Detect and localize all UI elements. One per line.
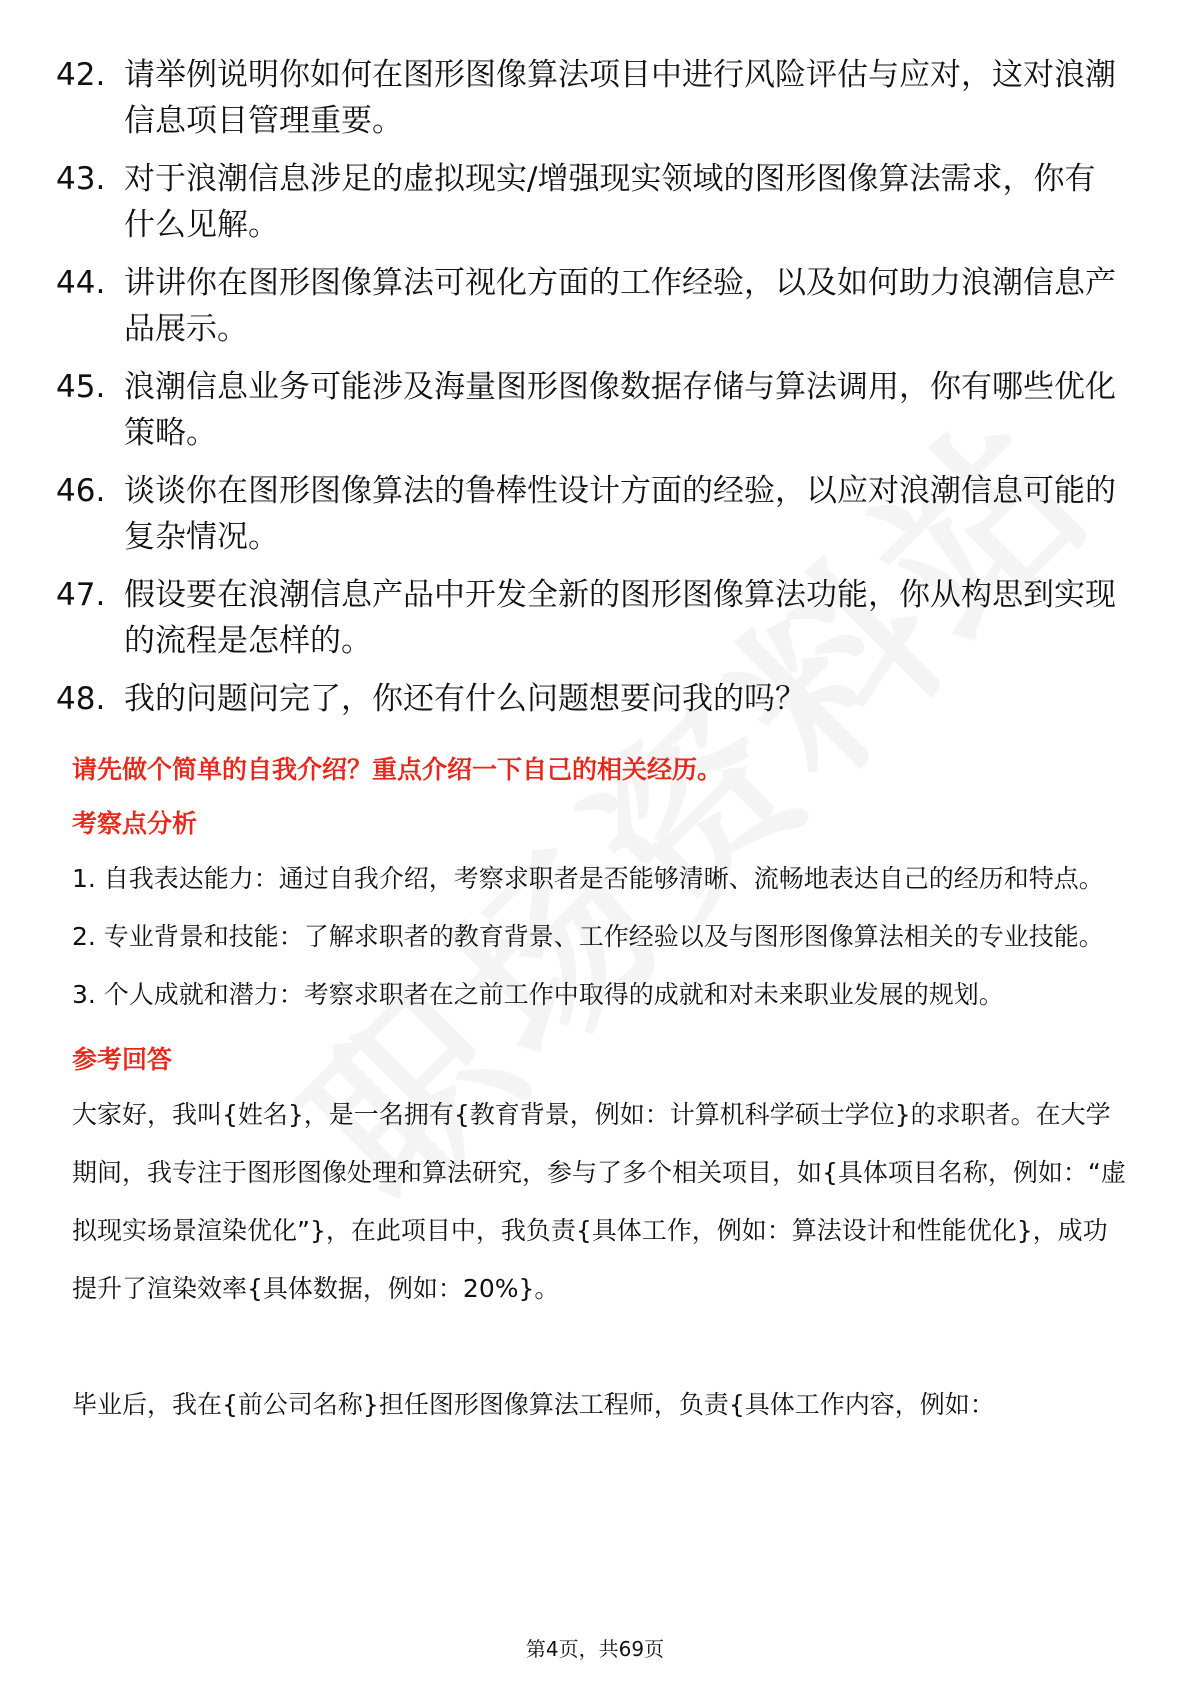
question-item-46 bbox=[56, 468, 1116, 560]
question-text: 请举例说明你如何在图形图像算法项目中进行风险评估与应对，这对浪潮信息项目管理重要。 bbox=[124, 57, 1116, 139]
page-footer: 第4页，共69页 bbox=[525, 1637, 665, 1661]
question-text: 讲讲你在图形图像算法可视化方面的工作经验，以及如何助力浪潮信息产品展示。 bbox=[124, 265, 1116, 347]
question-item-42 bbox=[56, 52, 1116, 144]
answer-section bbox=[72, 752, 1132, 1434]
question-text: 假设要在浪潮信息产品中开发全新的图形图像算法功能，你从构思到实现的流程是怎样的。 bbox=[124, 577, 1116, 659]
question-list bbox=[56, 52, 1116, 734]
question-number: 42. bbox=[56, 57, 106, 93]
question-number: 45. bbox=[56, 369, 106, 405]
analysis-point: 1. 自我表达能力：通过自我介绍，考察求职者是否能够清晰、流畅地表达自己的经历和特点。 bbox=[72, 864, 1104, 893]
answer-heading: 参考回答 bbox=[72, 1045, 173, 1074]
question-item-45 bbox=[56, 364, 1116, 456]
question-text: 谈谈你在图形图像算法的鲁棒性设计方面的经验，以应对浪潮信息可能的复杂情况。 bbox=[124, 473, 1116, 555]
question-item-48 bbox=[56, 676, 1116, 722]
analysis-heading: 考察点分析 bbox=[72, 809, 198, 838]
question-number: 47. bbox=[56, 577, 106, 613]
interview-question-heading: 请先做个简单的自我介绍？重点介绍一下自己的相关经历。 bbox=[72, 755, 723, 784]
question-number: 43. bbox=[56, 161, 106, 197]
analysis-point: 2. 专业背景和技能：了解求职者的教育背景、工作经验以及与图形图像算法相关的专业技能。 bbox=[72, 922, 1104, 951]
question-text: 浪潮信息业务可能涉及海量图形图像数据存储与算法调用，你有哪些优化策略。 bbox=[124, 369, 1116, 451]
question-number: 44. bbox=[56, 265, 106, 301]
paragraph-spacer bbox=[72, 1318, 1132, 1376]
question-text: 我的问题问完了，你还有什么问题想要问我的吗？ bbox=[124, 681, 806, 717]
answer-paragraph: 大家好，我叫{姓名}，是一名拥有{教育背景，例如：计算机科学硕士学位}的求职者。在大学期间，我专注于图形图像处理和算法研究，参与了多个相关项目，如{具体项目名称，例如：“虚拟现实场景渲染优化”}，在此项目中，我负责{具体工作，例如：算法设计和性能优化}，成功提升了渲染效率{具体数据，例如：20%}。 bbox=[72, 1100, 1126, 1303]
question-number: 46. bbox=[56, 473, 106, 509]
analysis-point: 3. 个人成就和潜力：考察求职者在之前工作中取得的成就和对未来职业发展的规划。 bbox=[72, 980, 1004, 1009]
question-item-47 bbox=[56, 572, 1116, 664]
answer-paragraph: 毕业后，我在{前公司名称}担任图形图像算法工程师，负责{具体工作内容，例如： bbox=[72, 1390, 995, 1419]
question-number: 48. bbox=[56, 681, 106, 717]
question-item-44 bbox=[56, 260, 1116, 352]
question-text: 对于浪潮信息涉足的虚拟现实/增强现实领域的图形图像算法需求，你有什么见解。 bbox=[124, 161, 1096, 243]
question-item-43 bbox=[56, 156, 1116, 248]
